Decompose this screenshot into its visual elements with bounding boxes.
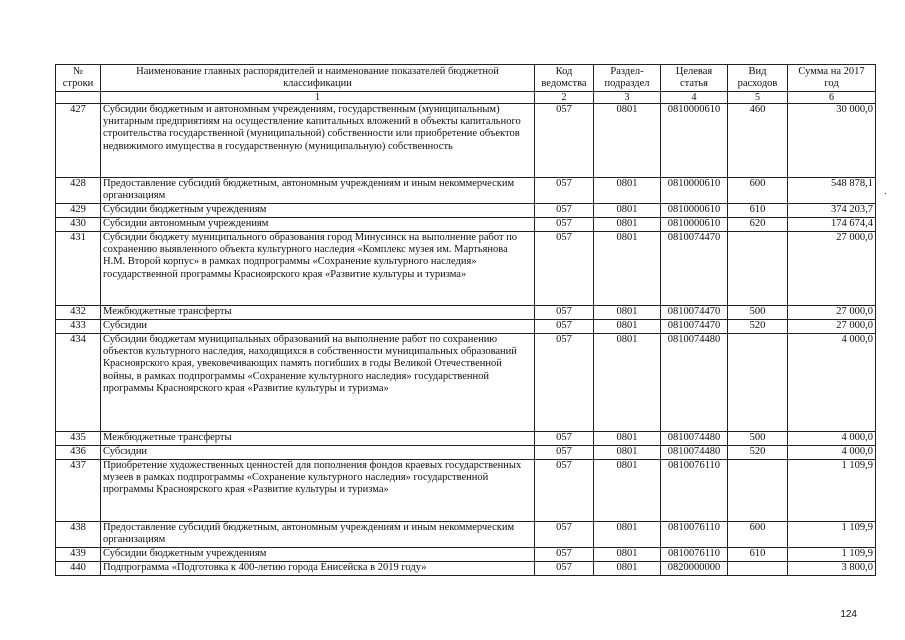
row-target-article: 0820000000 <box>661 562 728 576</box>
row-target-article: 0810074480 <box>661 446 728 460</box>
row-expense-type: 460 <box>728 104 788 178</box>
row-expense-type: 600 <box>728 178 788 204</box>
row-number: 437 <box>56 460 101 522</box>
row-expense-type: 520 <box>728 446 788 460</box>
row-number: 439 <box>56 548 101 562</box>
table-row <box>56 320 876 334</box>
row-department-code: 057 <box>535 562 594 576</box>
header-expense-type: Вид расходов <box>728 65 788 92</box>
row-department-code: 057 <box>535 522 594 548</box>
row-section: 0801 <box>594 306 661 320</box>
header-name: Наименование главных распорядителей и наименование показателей бюджетной классификации <box>101 65 535 92</box>
row-sum: 30 000,0 <box>788 104 876 178</box>
row-expense-type: 620 <box>728 218 788 232</box>
row-target-article: 0810074480 <box>661 334 728 432</box>
row-section: 0801 <box>594 432 661 446</box>
row-section: 0801 <box>594 232 661 306</box>
row-target-article: 0810074470 <box>661 306 728 320</box>
row-sum: 3 800,0 <box>788 562 876 576</box>
column-number: 3 <box>594 92 661 104</box>
row-number: 435 <box>56 432 101 446</box>
row-department-code: 057 <box>535 218 594 232</box>
row-sum: 1 109,9 <box>788 522 876 548</box>
row-section: 0801 <box>594 320 661 334</box>
row-section: 0801 <box>594 104 661 178</box>
table-row <box>56 218 876 232</box>
table-row <box>56 562 876 576</box>
row-expense-type: 500 <box>728 306 788 320</box>
row-target-article: 0810074470 <box>661 320 728 334</box>
page-number: 124 <box>840 609 857 620</box>
row-section: 0801 <box>594 460 661 522</box>
row-target-article: 0810076110 <box>661 522 728 548</box>
header-row-number: № строки <box>56 65 101 92</box>
row-name: Межбюджетные трансферты <box>101 306 535 320</box>
row-target-article: 0810000610 <box>661 204 728 218</box>
row-name: Субсидии автономным учреждениям <box>101 218 535 232</box>
row-expense-type: 600 <box>728 522 788 548</box>
row-name: Межбюджетные трансферты <box>101 432 535 446</box>
header-row <box>56 65 876 92</box>
row-name: Предоставление субсидий бюджетным, автономным учреждениям и иным некоммерческим организациям <box>101 178 535 204</box>
row-department-code: 057 <box>535 446 594 460</box>
row-expense-type <box>728 562 788 576</box>
row-target-article: 0810076110 <box>661 548 728 562</box>
row-department-code: 057 <box>535 306 594 320</box>
row-name: Приобретение художественных ценностей для пополнения фондов краевых государственных музеев в рамках подпрограммы «Сохранение культурного наследия» государственной программы Красноярского края «Развитие культуры и туризма» <box>101 460 535 522</box>
row-section: 0801 <box>594 178 661 204</box>
row-department-code: 057 <box>535 204 594 218</box>
row-name: Субсидии <box>101 320 535 334</box>
table-row <box>56 522 876 548</box>
row-expense-type: 610 <box>728 548 788 562</box>
column-number: 1 <box>101 92 535 104</box>
table-header <box>56 65 876 104</box>
row-number: 433 <box>56 320 101 334</box>
row-expense-type <box>728 460 788 522</box>
row-name: Субсидии <box>101 446 535 460</box>
header-department-code: Код ведомства <box>535 65 594 92</box>
row-sum: 1 109,9 <box>788 460 876 522</box>
header-sum: Сумма на 2017 год <box>788 65 876 92</box>
row-sum: 4 000,0 <box>788 432 876 446</box>
table-body <box>56 104 876 576</box>
row-number: 438 <box>56 522 101 548</box>
row-section: 0801 <box>594 204 661 218</box>
row-section: 0801 <box>594 562 661 576</box>
row-name: Предоставление субсидий бюджетным, автономным учреждениям и иным некоммерческим организациям <box>101 522 535 548</box>
row-name: Субсидии бюджетным учреждениям <box>101 548 535 562</box>
row-section: 0801 <box>594 548 661 562</box>
row-department-code: 057 <box>535 334 594 432</box>
row-sum: 27 000,0 <box>788 306 876 320</box>
table-row <box>56 446 876 460</box>
row-target-article: 0810000610 <box>661 104 728 178</box>
table-row <box>56 306 876 320</box>
row-number: 431 <box>56 232 101 306</box>
row-target-article: 0810076110 <box>661 460 728 522</box>
row-department-code: 057 <box>535 432 594 446</box>
row-name: Субсидии бюджету муниципального образования город Минусинск на выполнение работ по сохранению выявленного объекта культурного наследия «Комплекс музея им. Мартьянова Н.М. Второй корпус» в рамках подпрограммы «Сохранение культурного наследия» государственной программы Красноярского края «Развитие культуры и туризма» <box>101 232 535 306</box>
row-expense-type: 520 <box>728 320 788 334</box>
table-row <box>56 232 876 306</box>
row-department-code: 057 <box>535 232 594 306</box>
column-number-blank <box>56 92 101 104</box>
row-department-code: 057 <box>535 178 594 204</box>
table-row <box>56 204 876 218</box>
table-row <box>56 548 876 562</box>
row-number: 430 <box>56 218 101 232</box>
row-number: 427 <box>56 104 101 178</box>
column-number: 2 <box>535 92 594 104</box>
row-sum: 174 674,4 <box>788 218 876 232</box>
row-section: 0801 <box>594 334 661 432</box>
row-number: 429 <box>56 204 101 218</box>
header-section: Раздел-подраздел <box>594 65 661 92</box>
row-expense-type: 610 <box>728 204 788 218</box>
row-sum: 4 000,0 <box>788 334 876 432</box>
header-target-article: Целевая статья <box>661 65 728 92</box>
row-target-article: 0810000610 <box>661 218 728 232</box>
row-expense-type: 500 <box>728 432 788 446</box>
row-sum: 27 000,0 <box>788 320 876 334</box>
row-sum: 27 000,0 <box>788 232 876 306</box>
row-sum: 4 000,0 <box>788 446 876 460</box>
row-sum: 548 878,1 <box>788 178 876 204</box>
row-target-article: 0810000610 <box>661 178 728 204</box>
row-section: 0801 <box>594 446 661 460</box>
row-number: 434 <box>56 334 101 432</box>
row-department-code: 057 <box>535 460 594 522</box>
row-target-article: 0810074470 <box>661 232 728 306</box>
table-row <box>56 104 876 178</box>
row-sum: 1 109,9 <box>788 548 876 562</box>
column-number: 6 <box>788 92 876 104</box>
row-department-code: 057 <box>535 320 594 334</box>
row-name: Подпрограмма «Подготовка к 400-летию города Енисейска в 2019 году» <box>101 562 535 576</box>
edge-mark: . <box>884 186 887 197</box>
row-expense-type <box>728 232 788 306</box>
column-number: 5 <box>728 92 788 104</box>
table-row <box>56 460 876 522</box>
table-row <box>56 432 876 446</box>
row-section: 0801 <box>594 218 661 232</box>
table-row <box>56 178 876 204</box>
row-number: 436 <box>56 446 101 460</box>
row-department-code: 057 <box>535 548 594 562</box>
budget-table <box>55 64 876 576</box>
row-target-article: 0810074480 <box>661 432 728 446</box>
row-department-code: 057 <box>535 104 594 178</box>
column-number: 4 <box>661 92 728 104</box>
row-name: Субсидии бюджетным и автономным учреждениям, государственным (муниципальным) унитарным предприятиям на осуществление капитальных вложений в объекты капитального строительства государственной (муниципальной) собственности или приобретение объектов недвижимого имущества в государственную (муниципальную) собственность <box>101 104 535 178</box>
column-numbers-row <box>56 92 876 104</box>
row-number: 440 <box>56 562 101 576</box>
row-number: 428 <box>56 178 101 204</box>
table-row <box>56 334 876 432</box>
row-name: Субсидии бюджетам муниципальных образований на выполнение работ по сохранению объектов культурного наследия, находящихся в собственности муниципальных образований Красноярского края, увековечивающих память погибших в годы Великой Отечественной войны, в рамках подпрограммы «Сохранение культурного наследия» государственной программы Красноярского края «Развитие культуры и туризма» <box>101 334 535 432</box>
row-name: Субсидии бюджетным учреждениям <box>101 204 535 218</box>
row-number: 432 <box>56 306 101 320</box>
row-sum: 374 203,7 <box>788 204 876 218</box>
row-expense-type <box>728 334 788 432</box>
row-section: 0801 <box>594 522 661 548</box>
